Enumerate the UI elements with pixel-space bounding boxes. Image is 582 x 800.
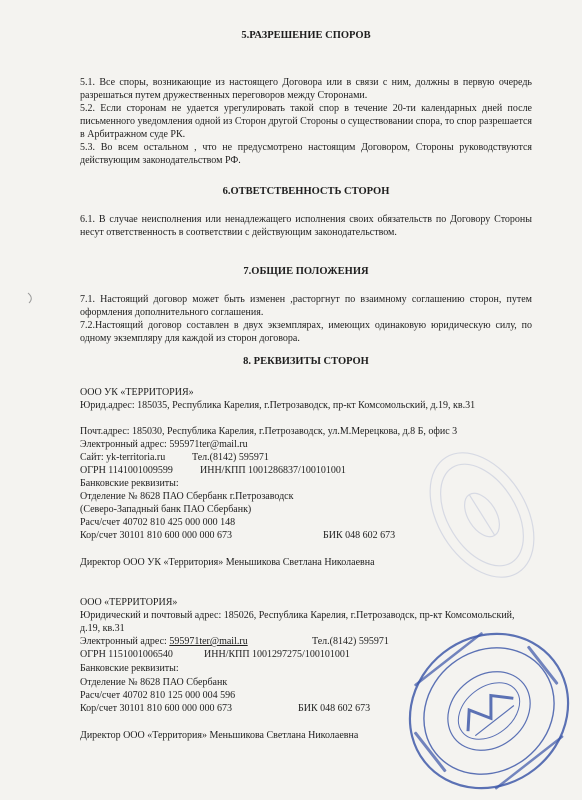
section-5-title: 5.РАЗРЕШЕНИЕ СПОРОВ: [241, 30, 371, 41]
party1-email: Электронный адрес: 595971ter@mail.ru: [80, 439, 248, 450]
party2-corr: Кор/счет 30101 810 600 000 000 673: [80, 703, 233, 714]
party2-phone: Тел.(8142) 595971: [312, 636, 389, 647]
section-6-p1: 6.1. В случае неисполнения или ненадлежащего исполнения своих обязательств по Договору Стороны несут ответственность в соответствии с действующим законодательством.: [80, 214, 532, 238]
party1-postal-address: Почт.адрес: 185030, Республика Карелия, г.Петрозаводск, ул.М.Мерецкова, д.8 Б, офис 3: [80, 426, 458, 437]
party2-email-link[interactable]: 595971ter@mail.ru: [169, 636, 248, 647]
party1-ogrn: ОГРН 1141001009599: [80, 465, 173, 476]
party1-director: Директор ООО УК «Территория» Меньшикова Светлана Николаевна: [80, 557, 375, 568]
section-5-p2: 5.2. Если сторонам не удается урегулировать такой спор в течение 20-ти календарных дней после письменного уведомления одной из Сторон другой Стороны о существовании спора, то спор разрешается в Арбитражном суде РК.: [80, 103, 532, 140]
section-5-p1: 5.1. Все споры, возникающие из настоящего Договора или в связи с ним, должны в первую очередь разрешаться путем дружественных переговоров между Сторонами.: [80, 77, 532, 101]
party1-bank2: (Северо-Западный банк ПАО Сбербанк): [80, 504, 252, 515]
party1-corr: Кор/счет 30101 810 600 000 000 673: [80, 530, 233, 541]
party1-inn: ИНН/КПП 1001286837/100101001: [200, 465, 346, 476]
section-6-title: 6.ОТВЕТСТВЕННОСТЬ СТОРОН: [222, 186, 390, 197]
party2-name: ООО «ТЕРРИТОРИЯ»: [80, 597, 178, 608]
party2-email-line: [80, 635, 248, 648]
section-8-title: 8. РЕКВИЗИТЫ СТОРОН: [243, 356, 369, 367]
party2-bank-label: Банковские реквизиты:: [80, 663, 179, 674]
section-7-p1: 7.1. Настоящий договор может быть изменен ,расторгнут по взаимному соглашению сторон, путем оформления дополнительного соглашения.: [80, 294, 532, 318]
party2-account: Расч/счет 40702 810 125 000 004 596: [80, 690, 236, 701]
party2-bik: БИК 048 602 673: [298, 703, 371, 714]
section-7-p2: 7.2.Настоящий договор составлен в двух экземплярах, имеющих одинаковую юридическую силу, по одному экземпляру для каждой из сторон договора.: [80, 320, 532, 344]
party2-director: Директор ООО «Территория» Меньшикова Светлана Николаевна: [80, 730, 359, 741]
stamp-upper-faded: [428, 440, 536, 590]
party2-ogrn: ОГРН 1151001006540: [80, 649, 173, 660]
party1-bank1: Отделение № 8628 ПАО Сбербанк г.Петрозаводск: [80, 491, 294, 502]
party2-bank1: Отделение № 8628 ПАО Сбербанк: [80, 677, 228, 688]
party1-name: ООО УК «ТЕРРИТОРИЯ»: [80, 387, 194, 398]
margin-mark: [26, 290, 40, 306]
section-7-title: 7.ОБЩИЕ ПОЛОЖЕНИЯ: [243, 266, 369, 277]
party1-bik: БИК 048 602 673: [323, 530, 396, 541]
party1-legal-address: Юрид.адрес: 185035, Республика Карелия, г.Петрозаводск, пр-кт Комсомольский, д.19, кв.31: [80, 400, 476, 411]
party1-phone: Тел.(8142) 595971: [192, 452, 269, 463]
party2-address: Юридический и почтовый адрес: 185026, Республика Карелия, г.Петрозаводск, пр-кт Комсомольский, д.19, кв.31: [80, 610, 515, 634]
party2-email-label: Электронный адрес:: [80, 636, 170, 647]
stamp-lower: [400, 622, 578, 800]
party1-account: Расч/счет 40702 810 425 000 000 148: [80, 517, 236, 528]
section-5-p3: 5.3. Во всем остальном , что не предусмотрено настоящим Договором, Стороны руководствуются действующим законодательством РФ.: [80, 142, 532, 166]
party1-site: Сайт: yk-territoria.ru: [80, 452, 166, 463]
party2-inn: ИНН/КПП 1001297275/100101001: [204, 649, 350, 660]
party1-bank-label: Банковские реквизиты:: [80, 478, 179, 489]
